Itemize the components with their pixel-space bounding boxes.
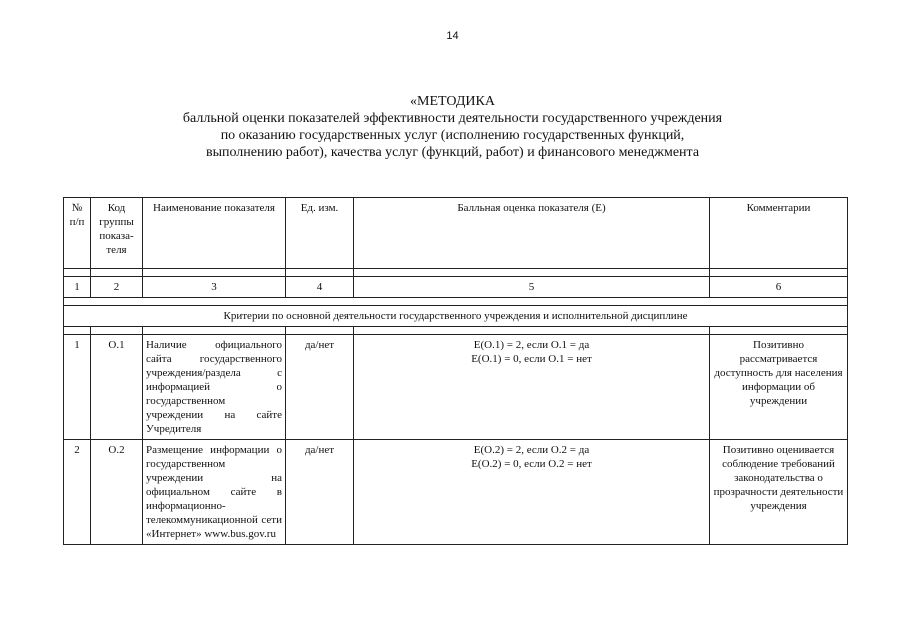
title-line: балльной оценки показателей эффективности деятельности государственного учреждения (182, 111, 723, 126)
column-number: 3 (143, 277, 286, 298)
page-number: 14 (446, 30, 459, 42)
separator-row (64, 298, 848, 306)
score-line: Е(О.1) = 2, если О.1 = да (473, 339, 590, 351)
row-score (354, 440, 710, 545)
section-title: Критерии по основной деятельности государственного учреждения и исполнительной дисциплине (64, 306, 848, 327)
column-number-row (64, 277, 848, 298)
title-line: по оказанию государственных услуг (исполнению государственных функций, (220, 128, 685, 143)
row-unit: да/нет (286, 335, 354, 440)
column-number: 4 (286, 277, 354, 298)
row-indicator-name: Наличие официального сайта государственного учреждения/раздела с информацией о государственном учреждении на сайте Учредителя (143, 335, 286, 440)
section-row (64, 306, 848, 327)
row-num: 2 (64, 440, 91, 545)
document-title (100, 93, 805, 161)
header-unit: Ед. изм. (286, 198, 354, 269)
score-line: Е(О.2) = 0, если О.2 = нет (471, 458, 592, 470)
header-code: Код группы показа-теля (91, 198, 143, 269)
column-number: 5 (354, 277, 710, 298)
row-comment: Позитивно рассматривается доступность для населения информации об учреждении (710, 335, 848, 440)
title-line: выполнению работ), качества услуг (функций, работ) и финансового менеджмента (205, 145, 700, 160)
column-number: 1 (64, 277, 91, 298)
table-header-row (64, 198, 848, 269)
column-number: 6 (710, 277, 848, 298)
separator-row (64, 269, 848, 277)
table-row (64, 335, 848, 440)
table-row (64, 440, 848, 545)
column-number: 2 (91, 277, 143, 298)
header-name: Наименование показателя (143, 198, 286, 269)
header-num: № п/п (64, 198, 91, 269)
row-comment: Позитивно оценивается соблюдение требований законодательства о прозрачности деятельности учреждения (710, 440, 848, 545)
row-code: О.2 (91, 440, 143, 545)
score-line: Е(О.2) = 2, если О.2 = да (473, 444, 590, 456)
row-num: 1 (64, 335, 91, 440)
row-score (354, 335, 710, 440)
row-indicator-name: Размещение информации о государственном учреждении на официальном сайте в информационно-телекоммуникационной сети «Интернет» www.bus.gov.ru (143, 440, 286, 545)
header-score: Балльная оценка показателя (Е) (354, 198, 710, 269)
header-comment: Комментарии (710, 198, 848, 269)
separator-row (64, 327, 848, 335)
title-line: «МЕТОДИКА (410, 94, 495, 109)
row-unit: да/нет (286, 440, 354, 545)
score-line: Е(О.1) = 0, если О.1 = нет (471, 353, 592, 365)
indicator-table (63, 197, 848, 545)
row-code: О.1 (91, 335, 143, 440)
